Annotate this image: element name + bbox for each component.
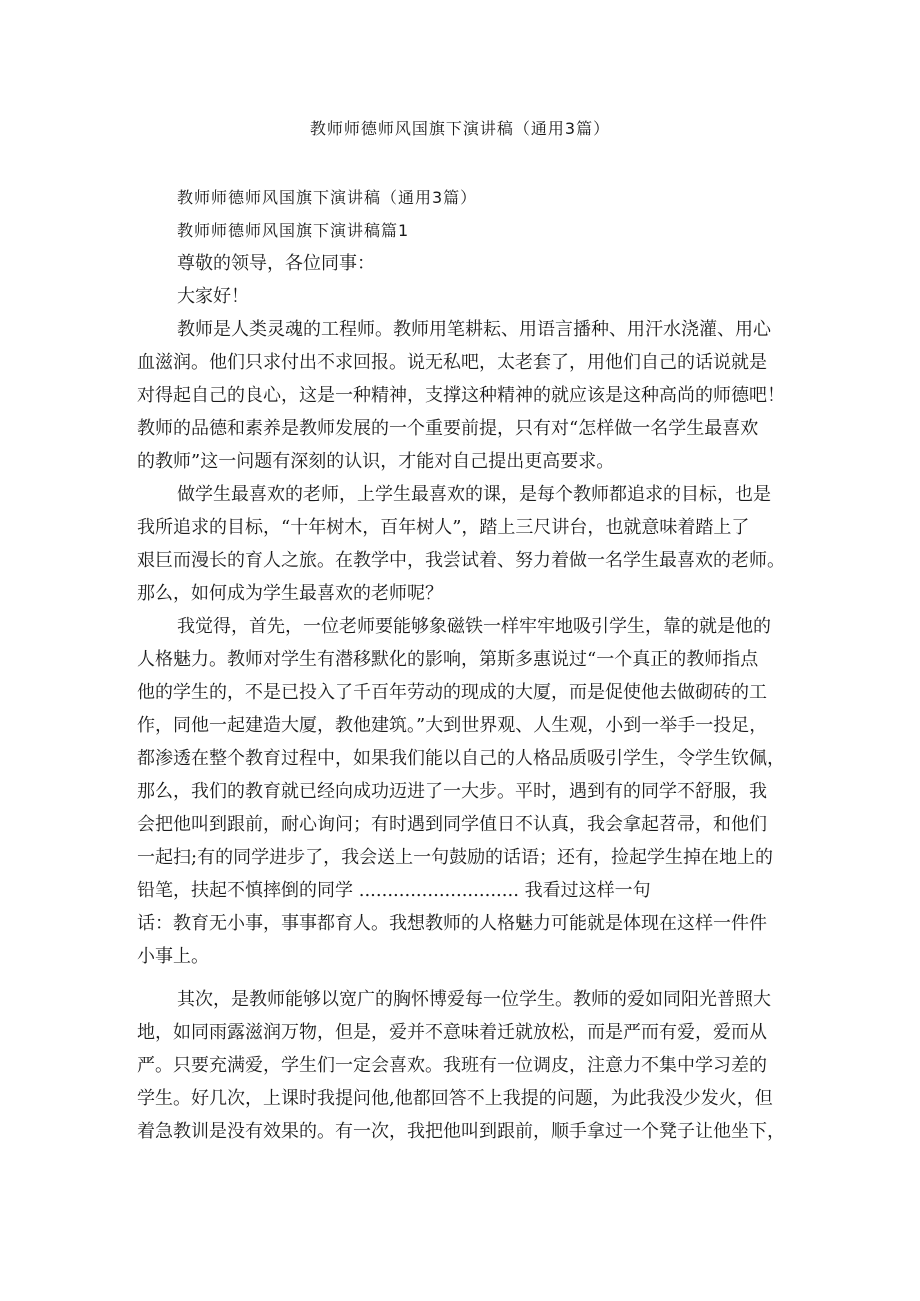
paragraph-line: 做学生最喜欢的老师，上学生最喜欢的课，是每个教师都追求的目标，也是: [177, 484, 771, 505]
paragraph: [137, 478, 797, 610]
paragraph-line: 教师的品德和素养是教师发展的一个重要前提，只有对“怎样做一名学生最喜欢: [137, 418, 759, 439]
paragraph-line: 艰巨而漫长的育人之旅。在教学中，我尝试着、努力着做一名学生最喜欢的老师。: [137, 550, 785, 571]
document-body: [137, 181, 797, 1148]
paragraph-line: 其次，是教师能够以宽广的胸怀博爱每一位学生。教师的爱如同阳光普照大: [177, 989, 771, 1010]
subtitle: 教师师德师风国旗下演讲稿（通用3篇）: [177, 188, 478, 207]
paragraph-line: 着急教训是没有效果的。有一次，我把他叫到跟前，顺手拿过一个凳子让他坐下，: [137, 1121, 785, 1142]
paragraph-line: 小事上。: [137, 946, 209, 967]
paragraph-line: 那么，如何成为学生最喜欢的老师呢？: [137, 583, 443, 604]
paragraph-line: 作，同他一起建造大厦，教他建筑。”大到世界观、人生观，小到一举手一投足，: [137, 715, 768, 736]
greeting: 大家好！: [177, 286, 249, 307]
paragraph-line: 对得起自己的良心，这是一种精神，支撑这种精神的就应该是这种高尚的师德吧！: [137, 385, 785, 406]
paragraph-line: 会把他叫到跟前，耐心询问；有时遇到同学值日不认真，我会拿起苕帚，和他们: [137, 814, 767, 835]
paragraph-line: 严。只要充满爱，学生们一定会喜欢。我班有一位调皮，注意力不集中学习差的: [137, 1055, 767, 1076]
paragraph: [137, 610, 797, 973]
paragraph-line: 铅笔，扶起不慎摔倒的同学 ............................ 我看过这样一句: [137, 880, 651, 901]
paragraph-line: 都渗透在整个教育过程中，如果我们能以自己的人格品质吸引学生，令学生钦佩，: [137, 748, 785, 769]
paragraph-line: 一起扫;有的同学进步了，我会送上一句鼓励的话语；还有，捡起学生掉在地上的: [137, 847, 774, 868]
salutation: 尊敬的领导，各位同事：: [177, 253, 375, 274]
paragraph-line: 的教师”这一问题有深刻的认识，才能对自己提出更高要求。: [137, 451, 615, 472]
paragraph-line: 那么，我们的教育就已经向成功迈进了一大步。平时，遇到有的同学不舒服，我: [137, 781, 767, 802]
paragraph-line: 我觉得，首先，一位老师要能够象磁铁一样牢牢地吸引学生，靠的就是他的: [177, 616, 771, 637]
section-heading: 教师师德师风国旗下演讲稿篇1: [177, 221, 410, 240]
paragraph-line: 教师是人类灵魂的工程师。教师用笔耕耘、用语言播种、用汗水浇灌、用心: [177, 319, 771, 340]
paragraph: [137, 313, 797, 478]
paragraph-line: 人格魅力。教师对学生有潜移默化的影响，第斯多惠说过“一个真正的教师指点: [137, 649, 759, 670]
paragraph-line: 话：教育无小事，事事都育人。我想教师的人格魅力可能就是体现在这样一件件: [137, 913, 767, 934]
paragraph-line: 学生。好几次，上课时我提问他,他都回答不上我提的问题，为此我没少发火，但: [137, 1088, 773, 1109]
paragraph-line: 地，如同雨露滋润万物，但是，爱并不意味着迁就放松，而是严而有爱，爱而从: [137, 1022, 767, 1043]
paragraph: [137, 983, 797, 1148]
document-title: 教师师德师风国旗下演讲稿（通用3篇）: [309, 119, 611, 138]
paragraph-line: 他的学生的，不是已投入了千百年劳动的现成的大厦，而是促使他去做砌砖的工: [137, 682, 767, 703]
paragraph-line: 我所追求的目标，“十年树木，百年树人”，踏上三尺讲台，也就意味着踏上了: [137, 517, 750, 538]
paragraph-line: 血滋润。他们只求付出不求回报。说无私吧，太老套了，用他们自己的话说就是: [137, 352, 767, 373]
